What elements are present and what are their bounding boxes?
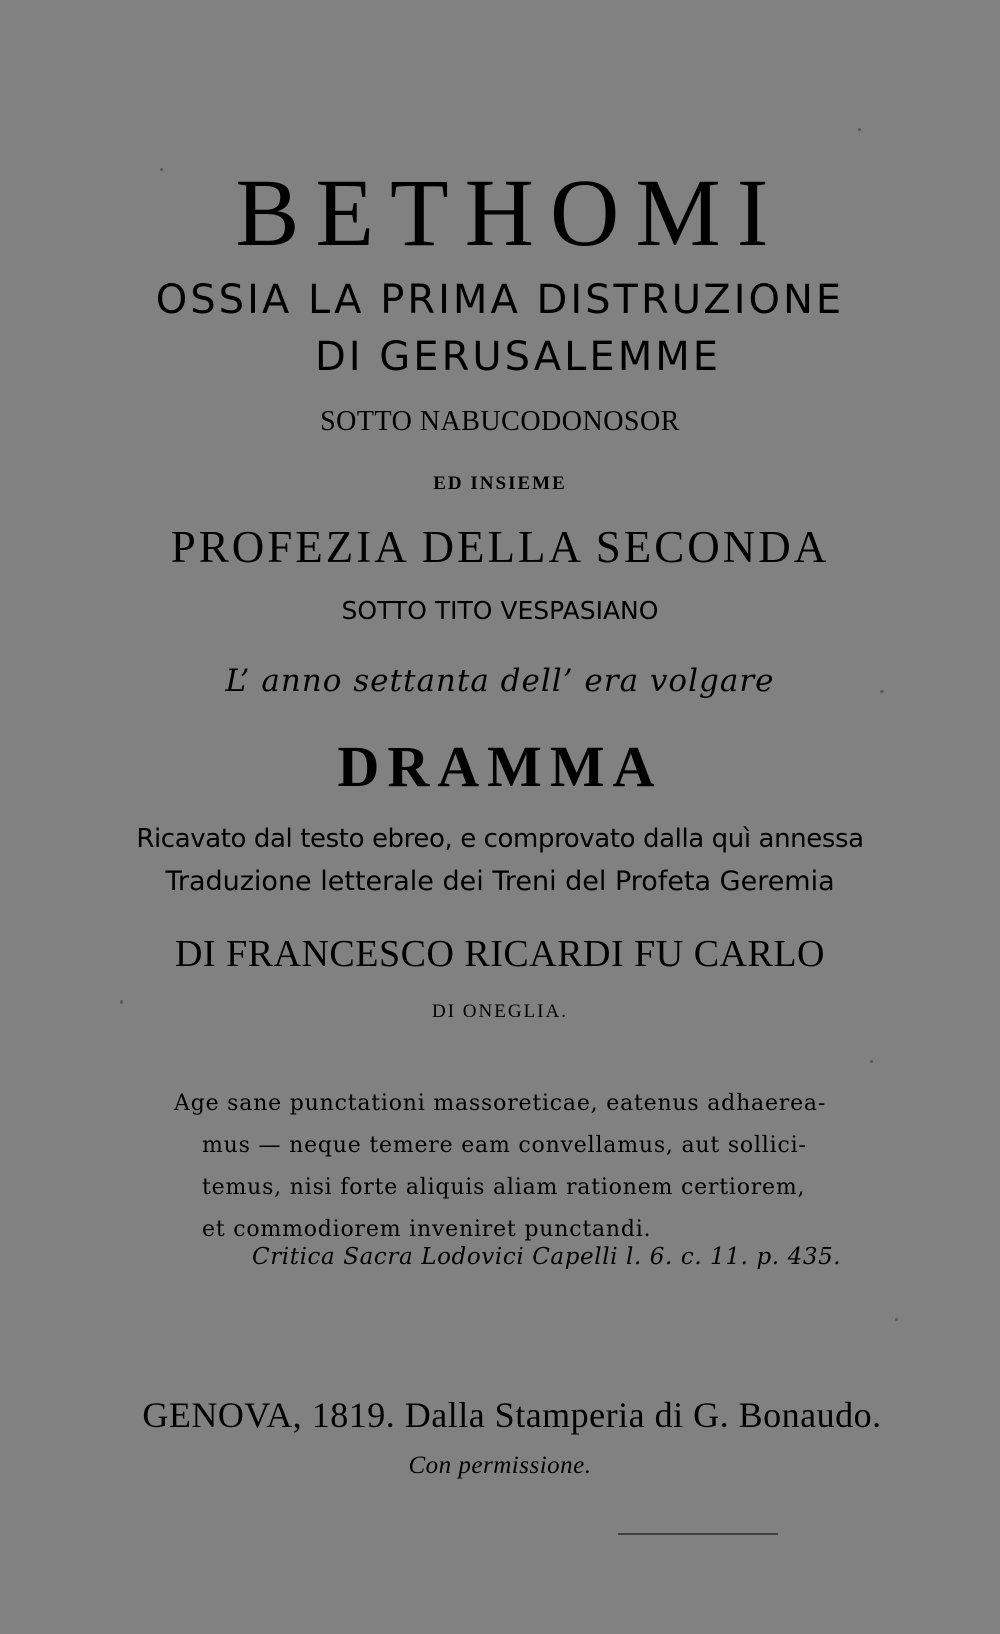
subtitle-line-2: DI GERUSALEMME (314, 334, 721, 380)
bottom-rule (618, 1533, 778, 1535)
profezia-line: PROFEZIA DELLA SECONDA (170, 522, 830, 572)
print-speck (160, 168, 163, 171)
sotto-nabucodonosor: SOTTO NABUCODONOSOR (320, 406, 680, 437)
author-line: DI FRANCESCO RICARDI FU CARLO (174, 933, 826, 975)
subtitle-line-1: OSSIA LA PRIMA DISTRUZIONE (155, 277, 845, 323)
epigraph-source: Critica Sacra Lodovici Capelli l. 6. c. 11. p. 435. (252, 1244, 842, 1270)
ed-insieme: ED INSIEME (433, 473, 567, 494)
print-speck (120, 1000, 123, 1004)
epigraph-line: mus — neque temere eam convellamus, aut sollici- (202, 1133, 807, 1158)
genre-heading: DRAMMA (337, 734, 663, 799)
epigraph-line: Age sane punctationi massoreticae, eatenus adhaerea- (174, 1091, 827, 1116)
print-speck (880, 690, 884, 693)
epigraph-line: et commodiorem inveniret punctandi. (202, 1217, 652, 1242)
anno-line: L’ anno settanta dell’ era volgare (225, 663, 775, 699)
permission-line: Con permissione. (408, 1452, 592, 1479)
epigraph-line: temus, nisi forte aliquis aliam rationem certiorem, (202, 1175, 806, 1200)
epigraph (174, 1083, 914, 1251)
print-speck (895, 1318, 898, 1321)
description-line-1: Ricavato dal testo ebreo, e comprovato dalla quì annessa (136, 824, 864, 854)
book-title: BETHOMI (235, 159, 785, 266)
author-place: DI ONEGLIA. (432, 1001, 568, 1022)
print-speck (870, 1060, 873, 1063)
description-line-2: Traduzione letterale dei Treni del Profeta Geremia (165, 866, 835, 897)
print-speck (858, 128, 861, 131)
sotto-tito: SOTTO TITO VESPASIANO (341, 596, 659, 625)
imprint-line: GENOVA, 1819. Dalla Stamperia di G. Bonaudo. (142, 1395, 882, 1435)
